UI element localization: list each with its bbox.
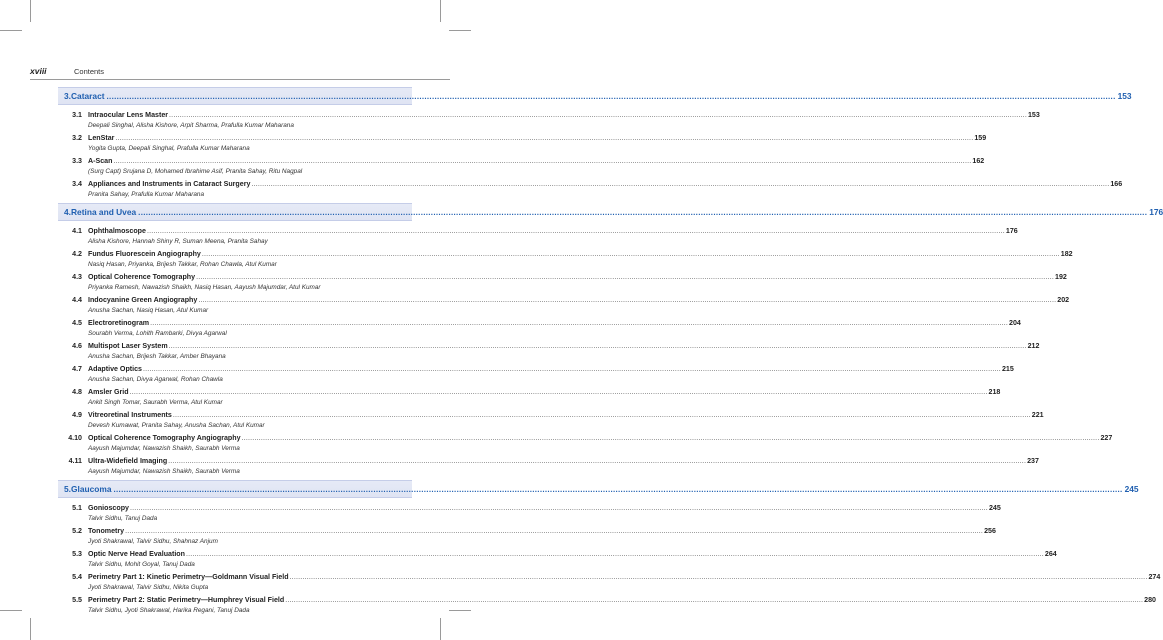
crop-mark [449, 610, 471, 611]
leader-dots: ................................................................................................................................................................................................................................................................................................................................................................................................................ [138, 208, 1148, 217]
section-authors: Talvir Sidhu, Tanuj Dada [88, 515, 158, 522]
leader-dots: ................................................................................................................................................................................................................................................................................................................................................................................................................ [106, 92, 1116, 101]
section-title: Amsler Grid [88, 388, 129, 396]
leader-dots: ................................................................................................................................................................................................................................................................................................................................................................................................................ [143, 366, 1001, 373]
chapter-number: 5. [64, 484, 71, 494]
section-number: 4.6 [72, 342, 82, 350]
toc-entry[interactable] [64, 272, 1067, 292]
section-authors: Anusha Sachan, Nasiq Hasan, Atul Kumar [88, 307, 209, 314]
leader-dots: ................................................................................................................................................................................................................................................................................................................................................................................................................ [196, 274, 1055, 281]
leader-dots: ................................................................................................................................................................................................................................................................................................................................................................................................................ [172, 412, 1031, 419]
leader-dots: ................................................................................................................................................................................................................................................................................................................................................................................................................ [129, 389, 988, 396]
leader-dots: ................................................................................................................................................................................................................................................................................................................................................................................................................ [285, 597, 1144, 604]
leader-dots: ................................................................................................................................................................................................................................................................................................................................................................................................................ [185, 551, 1044, 558]
leader-dots: ................................................................................................................................................................................................................................................................................................................................................................................................................ [201, 251, 1060, 258]
section-authors: Jyoti Shakrawal, Talvir Sidhu, Nikita Gupta [88, 584, 209, 591]
leader-dots: ................................................................................................................................................................................................................................................................................................................................................................................................................ [169, 112, 1027, 119]
section-authors: Alisha Kishore, Hannah Shiny R, Suman Meena, Pranita Sahay [88, 238, 268, 245]
leader-dots: ................................................................................................................................................................................................................................................................................................................................................................................................................ [289, 574, 1148, 581]
section-number: 3.3 [72, 157, 82, 165]
leader-dots: ................................................................................................................................................................................................................................................................................................................................................................................................................ [146, 228, 1005, 235]
section-page: 153 [1027, 111, 1040, 119]
header-rule [30, 79, 450, 80]
section-title: Optic Nerve Head Evaluation [88, 550, 185, 558]
leader-dots: ................................................................................................................................................................................................................................................................................................................................................................................................................ [251, 181, 1110, 188]
chapter-section [64, 480, 1161, 615]
chapter-page: 245 [1124, 484, 1139, 494]
toc-entry[interactable] [64, 595, 1156, 615]
section-number: 4.8 [72, 388, 82, 396]
section-title: Electroretinogram [88, 319, 150, 327]
chapter-number: 4. [64, 207, 71, 217]
section-page: 227 [1100, 434, 1113, 442]
section-number: 4.3 [72, 273, 82, 281]
section-number: 4.1 [72, 227, 82, 235]
toc-entry[interactable] [64, 341, 1040, 361]
section-title: Fundus Fluorescein Angiography [88, 250, 201, 258]
chapter-heading[interactable] [58, 87, 1132, 105]
section-authors: Yogita Gupta, Deepali Singhal, Prafulla Kumar Maharana [88, 145, 250, 152]
section-number: 4.11 [68, 457, 82, 465]
section-page: 256 [984, 527, 996, 535]
toc-entry[interactable] [64, 156, 985, 176]
crop-mark [0, 30, 22, 31]
section-number: 5.5 [72, 596, 82, 604]
section-page: 221 [1031, 411, 1044, 419]
section-authors: Talvir Sidhu, Mohit Goyal, Tanuj Dada [88, 561, 195, 568]
section-number: 5.4 [72, 573, 82, 581]
section-title: Appliances and Instruments in Cataract Surgery [88, 180, 251, 188]
chapter-heading[interactable] [58, 480, 1139, 498]
leader-dots: ................................................................................................................................................................................................................................................................................................................................................................................................................ [113, 158, 972, 165]
section-title: Multispot Laser System [88, 342, 168, 350]
section-number: 3.2 [72, 134, 82, 142]
section-title: Intraocular Lens Master [88, 111, 169, 119]
toc-entry[interactable] [64, 364, 1014, 384]
leader-dots: ................................................................................................................................................................................................................................................................................................................................................................................................................ [168, 343, 1027, 350]
section-page: 218 [988, 388, 1001, 396]
section-authors: Pranita Sahay, Prafulla Kumar Maharana [88, 191, 205, 198]
chapter-title: Retina and Uvea [71, 207, 137, 217]
section-authors: Anusha Sachan, Brijesh Takkar, Amber Bhayana [88, 353, 226, 360]
section-title: Perimetry Part 1: Kinetic Perimetry—Goldmann Visual Field [88, 573, 289, 581]
section-number: 4.4 [72, 296, 82, 304]
leader-dots: ................................................................................................................................................................................................................................................................................................................................................................................................................ [198, 297, 1057, 304]
section-page: 204 [1009, 319, 1021, 327]
chapter-section [64, 203, 1163, 476]
crop-mark [30, 618, 31, 640]
section-page: 202 [1057, 296, 1070, 304]
toc-entry[interactable] [64, 295, 1070, 315]
section-number: 4.10 [68, 434, 82, 442]
leader-dots: ................................................................................................................................................................................................................................................................................................................................................................................................................ [150, 320, 1009, 327]
section-authors: Priyanka Ramesh, Nawazish Shaikh, Nasiq Hasan, Aayush Majumdar, Atul Kumar [88, 284, 321, 291]
section-page: 166 [1110, 180, 1123, 188]
toc-entry[interactable] [64, 503, 1001, 523]
section-title: A-Scan [88, 157, 113, 165]
toc-entry[interactable] [64, 249, 1073, 269]
section-authors: (Surg Capt) Srujana D, Mohamed Ibrahime Asif, Pranita Sahay, Ritu Nagpal [88, 168, 303, 175]
section-authors: Aayush Majumdar, Nawazish Shaikh, Saurabh Verma [88, 445, 240, 452]
toc-entry[interactable] [64, 226, 1018, 246]
crop-mark [449, 30, 471, 31]
section-authors: Anusha Sachan, Divya Agarwal, Rohan Chawla [88, 376, 223, 383]
chapter-section [64, 87, 1132, 199]
section-authors: Jyoti Shakrawal, Talvir Sidhu, Shahnaz Anjum [88, 538, 218, 545]
running-title: Contents [74, 67, 105, 76]
section-title: Perimetry Part 2: Static Perimetry—Humphrey Visual Field [88, 596, 285, 604]
toc-entry[interactable] [64, 549, 1057, 569]
crop-mark [440, 0, 441, 22]
section-authors: Talvir Sidhu, Jyoti Shakrawal, Harika Regani, Tanuj Dada [88, 607, 250, 614]
section-number: 3.1 [72, 111, 82, 119]
section-page: 215 [1001, 365, 1014, 373]
section-title: Vitreoretinal Instruments [88, 411, 172, 419]
chapter-page: 153 [1117, 91, 1132, 101]
toc-entry[interactable] [64, 179, 1123, 199]
section-page: 274 [1148, 573, 1161, 581]
section-title: LenStar [88, 134, 115, 142]
section-number: 3.4 [72, 180, 82, 188]
chapter-heading[interactable] [58, 203, 1163, 221]
section-authors: Sourabh Verma, Lohith Rambarki, Divya Agarwal [88, 330, 227, 337]
section-page: 264 [1044, 550, 1057, 558]
section-title: Adaptive Optics [88, 365, 143, 373]
section-page: 237 [1027, 457, 1039, 465]
section-page: 176 [1005, 227, 1018, 235]
section-title: Indocyanine Green Angiography [88, 296, 198, 304]
section-number: 4.5 [72, 319, 82, 327]
toc-entry[interactable] [64, 572, 1161, 592]
toc-entry[interactable] [64, 433, 1113, 453]
toc-entry[interactable] [64, 410, 1044, 430]
section-page: 192 [1055, 273, 1067, 281]
section-number: 4.9 [72, 411, 82, 419]
table-of-contents [64, 87, 1163, 619]
crop-mark [0, 610, 22, 611]
running-header [30, 66, 450, 76]
toc-entry[interactable] [64, 456, 1039, 476]
section-title: Ophthalmoscope [88, 227, 146, 235]
section-title: Gonioscopy [88, 504, 129, 512]
section-number: 5.3 [72, 550, 82, 558]
section-number: 5.1 [72, 504, 82, 512]
section-number: 4.7 [72, 365, 82, 373]
section-authors: Devesh Kumawat, Pranita Sahay, Anusha Sachan, Atul Kumar [88, 422, 265, 429]
chapter-title: Glaucoma [71, 484, 112, 494]
section-title: Ultra-Widefield Imaging [88, 457, 168, 465]
section-title: Optical Coherence Tomography Angiography [88, 434, 241, 442]
section-authors: Deepali Singhal, Alisha Kishore, Arpit Sharma, Prafulla Kumar Maharana [88, 122, 294, 129]
page-number: xviii [30, 66, 47, 76]
toc-entry[interactable] [64, 110, 1040, 130]
leader-dots: ................................................................................................................................................................................................................................................................................................................................................................................................................ [241, 435, 1100, 442]
section-page: 280 [1144, 596, 1156, 604]
toc-entry[interactable] [64, 318, 1021, 338]
chapter-page: 176 [1149, 207, 1163, 217]
section-title: Tonometry [88, 527, 125, 535]
section-number: 5.2 [72, 527, 82, 535]
leader-dots: ................................................................................................................................................................................................................................................................................................................................................................................................................ [125, 528, 984, 535]
leader-dots: ................................................................................................................................................................................................................................................................................................................................................................................................................ [115, 135, 974, 142]
leader-dots: ................................................................................................................................................................................................................................................................................................................................................................................................................ [168, 458, 1027, 465]
section-authors: Nasiq Hasan, Priyanka, Brijesh Takkar, Rohan Chawla, Atul Kumar [88, 261, 277, 268]
section-number: 4.2 [72, 250, 82, 258]
toc-entry[interactable] [64, 526, 996, 546]
chapter-title: Cataract [71, 91, 105, 101]
section-page: 159 [974, 134, 987, 142]
crop-mark [440, 618, 441, 640]
section-authors: Aayush Majumdar, Nawazish Shaikh, Saurabh Verma [88, 468, 240, 475]
leader-dots: ................................................................................................................................................................................................................................................................................................................................................................................................................ [130, 505, 988, 512]
section-authors: Ankit Singh Tomar, Saurabh Verma, Atul Kumar [88, 399, 223, 406]
section-title: Optical Coherence Tomography [88, 273, 196, 281]
crop-mark [30, 0, 31, 22]
chapter-number: 3. [64, 91, 71, 101]
toc-entry[interactable] [64, 387, 1001, 407]
toc-entry[interactable] [64, 133, 987, 153]
leader-dots: ................................................................................................................................................................................................................................................................................................................................................................................................................ [113, 485, 1123, 494]
section-page: 212 [1027, 342, 1040, 350]
section-page: 245 [988, 504, 1001, 512]
section-page: 182 [1060, 250, 1073, 258]
section-page: 162 [972, 157, 985, 165]
